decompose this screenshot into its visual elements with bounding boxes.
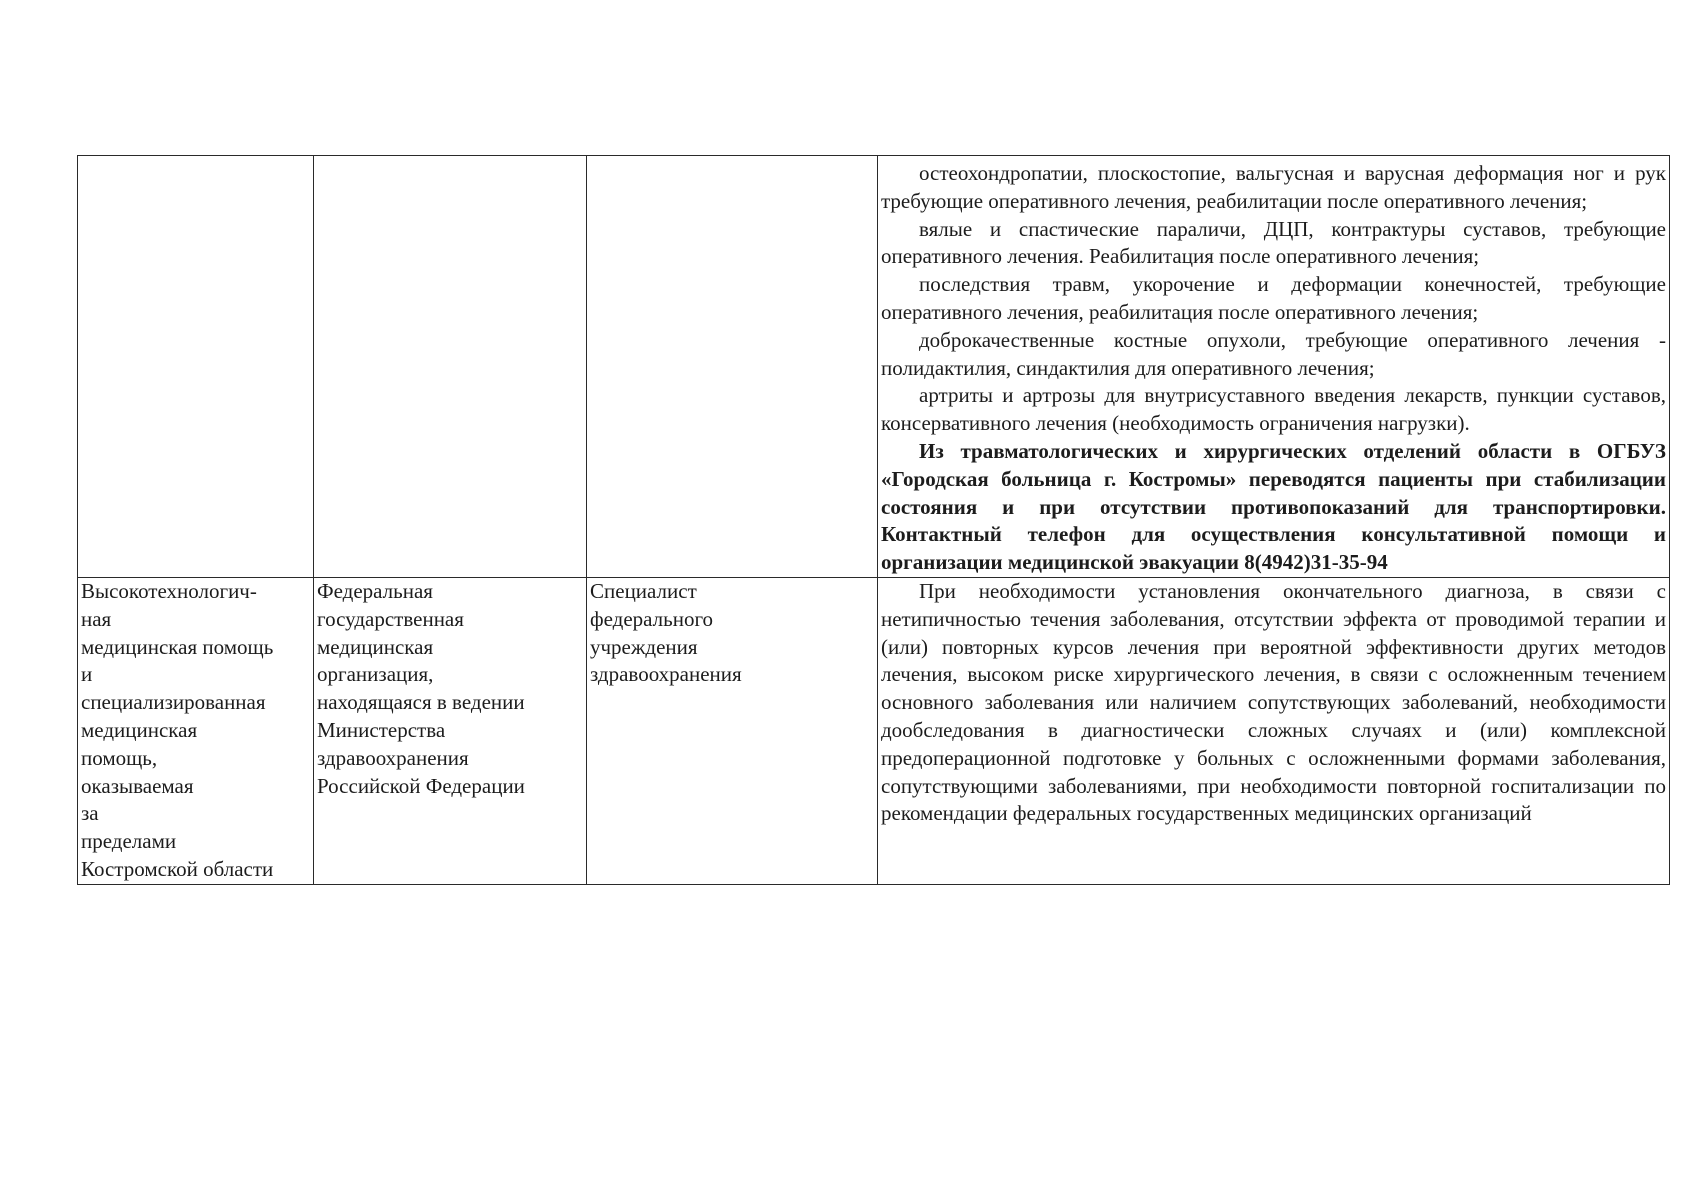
care-type-line: пределами [81,829,177,854]
care-type-word: за [81,801,99,826]
transfer-contact-paragraph: Из травматологических и хирургических отделений области в ОГБУЗ «Городская больница г. Костромы» переводятся пациенты при стабилизации состояния и при отсутствии противопоказаний для транспортировки. Контактный телефон для осуществления консультативной помощи и организации медицинской эвакуации 8(4942)31-35-94 [881,438,1666,575]
care-type-line: специализированная [81,690,266,715]
organization-line: здравоохранения [317,745,469,770]
care-type-line [81,773,310,829]
medical-routing-table [77,155,1670,885]
cell-referral-conditions [878,577,1670,884]
care-type-line: медицинская помощь [81,634,274,659]
specialist-line: учреждения [590,634,698,659]
indication-paragraph-arthritis: артриты и артрозы для внутрисуставного введения лекарств, пункции суставов, консервативного лечения (необходимость ограничения нагрузки). [881,383,1666,436]
organization-text [317,578,583,800]
cell-specialist [587,577,878,884]
cell-specialist-empty [587,156,878,578]
specialist-line: Специалист [590,578,697,603]
care-type-line: медицинская [81,717,198,742]
table-row [78,156,1670,578]
specialist-line: здравоохранения [590,662,742,687]
organization-line: медицинская [317,634,434,659]
indication-paragraph-paralysis: вялые и спастические параличи, ДЦП, контрактуры суставов, требующие оперативного лечения. Реабилитация после оперативного лечения; [881,216,1666,269]
cell-organization [314,577,587,884]
care-type-line: и [81,662,93,687]
specialist-line: федерального [590,606,714,631]
cell-care-type [78,577,314,884]
organization-line: организация, [317,662,434,687]
organization-line: Российской Федерации [317,773,525,798]
care-type-line: Высокотехнологич- [81,578,257,603]
care-type-line: ная [81,606,112,631]
indication-paragraph-tumors: доброкачественные костные опухоли, требующие оперативного лечения - полидактилия, синдактилия для оперативного лечения; [881,327,1666,380]
organization-line: Министерства [317,717,446,742]
care-type-line: помощь, [81,745,158,770]
indication-paragraph-orthopedic: остеохондропатии, плоскостопие, вальгусная и варусная деформация ног и рук требующие оперативного лечения, реабилитации после оперативного лечения; [881,161,1666,213]
referral-conditions-paragraph: При необходимости установления окончательного диагноза, в связи с нетипичностью течения заболевания, отсутствии эффекта от проводимой терапии и (или) повторных курсов лечения при вероятной эффективности других методов лечения, высоком риске хирургического лечения, в связи с осложненным течением основного заболевания или наличием сопутствующих заболеваний, необходимости дообследования в диагностически сложных случаях и (или) комплексной предоперационной подготовке у больных с осложненными формами заболевания, сопутствующими заболеваниями, при необходимости повторной госпитализации по рекомендации федеральных государственных медицинских организаций [881,578,1666,826]
organization-line: государственная [317,606,464,631]
care-type-line: Костромской области [81,856,274,881]
care-type-text [81,578,310,884]
specialist-text [590,578,874,689]
cell-organization-empty [314,156,587,578]
organization-line: Федеральная [317,578,433,603]
cell-care-type-empty [78,156,314,578]
organization-line: находящаяся в ведении [317,690,525,715]
care-type-word: оказываемая [81,773,194,798]
table-row [78,577,1670,884]
cell-indications [878,156,1670,578]
indication-paragraph-trauma: последствия травм, укорочение и деформации конечностей, требующие оперативного лечения, реабилитация после оперативного лечения; [881,272,1666,324]
